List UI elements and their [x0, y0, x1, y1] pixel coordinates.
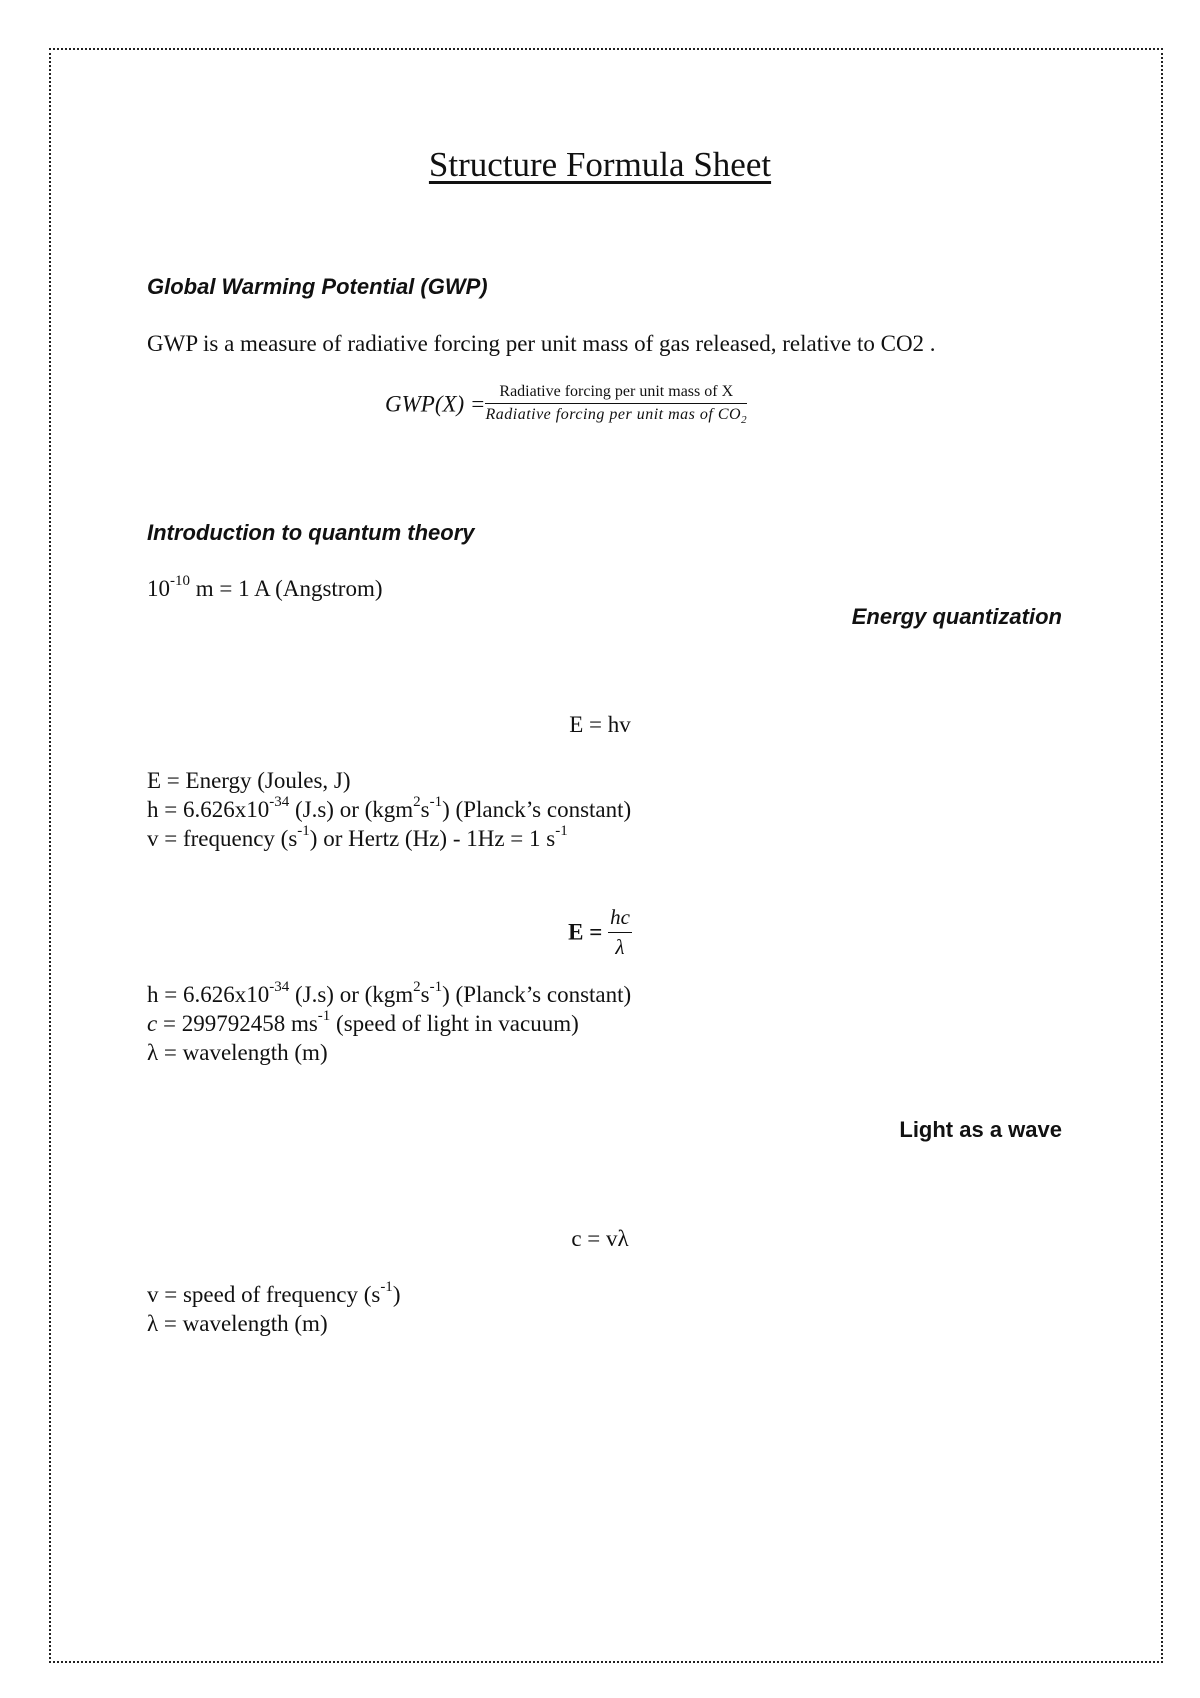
gwp-formula: [385, 383, 747, 426]
def-energy: E = Energy (Joules, J): [147, 768, 351, 793]
def-planck: $h = 6.626x10^{-34}$ (J.s) or $(kgm^2s^{-1})$ (Planck’s constant): [147, 794, 632, 822]
gwp-denominator-sub: 2: [741, 414, 748, 427]
def-speed-of-light: c = 299792458 $ms^{-1}$ (speed of light in vacuum): [147, 1008, 579, 1036]
gwp-denominator-main: Radiative forcing per unit mas of CO: [485, 406, 742, 423]
def-wavelength: λ = wavelength (m): [147, 1040, 328, 1065]
def-wavelength-2: λ = wavelength (m): [147, 1311, 328, 1336]
ehc-numerator: hc: [608, 905, 632, 933]
def-planck-2: $h = 6.626x10^{-34}$ (J.s) or $(kgm^2s^{-1})$ (Planck’s constant): [147, 979, 632, 1007]
def-speed-frequency: v = speed of frequency $(s^{-1})$: [147, 1279, 401, 1307]
def-frequency: v = frequency $(s^{-1})$ or Hertz (Hz) - 1Hz = 1 $s^{-1}$: [147, 823, 568, 851]
gwp-numerator: Radiative forcing per unit mass of X: [485, 383, 747, 404]
ehc-lhs: E =: [568, 919, 603, 945]
gwp-heading: Global Warming Potential (GWP): [147, 274, 488, 299]
energy-quantization-heading: Energy quantization: [851, 604, 1062, 629]
ehc-denominator: λ: [615, 935, 625, 959]
defs-block-3: [147, 1280, 400, 1338]
gwp-fraction: [485, 383, 747, 426]
ehc-fraction: [608, 905, 632, 960]
defs-block-1: [147, 766, 631, 853]
formula-c-v-lambda: c = vλ: [571, 1226, 629, 1251]
page-title: Structure Formula Sheet: [428, 145, 772, 184]
gwp-denominator: [485, 404, 747, 426]
defs-block-2: [147, 980, 631, 1067]
formula-e-hc-lambda: [0, 905, 1200, 960]
angstrom-line: [147, 574, 383, 603]
angstrom-exponent: -10: [170, 573, 190, 590]
quantum-heading: Introduction to quantum theory: [147, 520, 475, 545]
gwp-formula-lhs: GWP(X) =: [385, 391, 486, 417]
gwp-description: GWP is a measure of radiative forcing per unit mass of gas released, relative to CO2 .: [147, 331, 936, 356]
light-wave-heading: Light as a wave: [899, 1117, 1062, 1142]
angstrom-base: 10: [147, 576, 170, 601]
angstrom-rest: m = 1 A (Angstrom): [190, 576, 383, 601]
formula-e-hv: E = hv: [569, 712, 631, 737]
